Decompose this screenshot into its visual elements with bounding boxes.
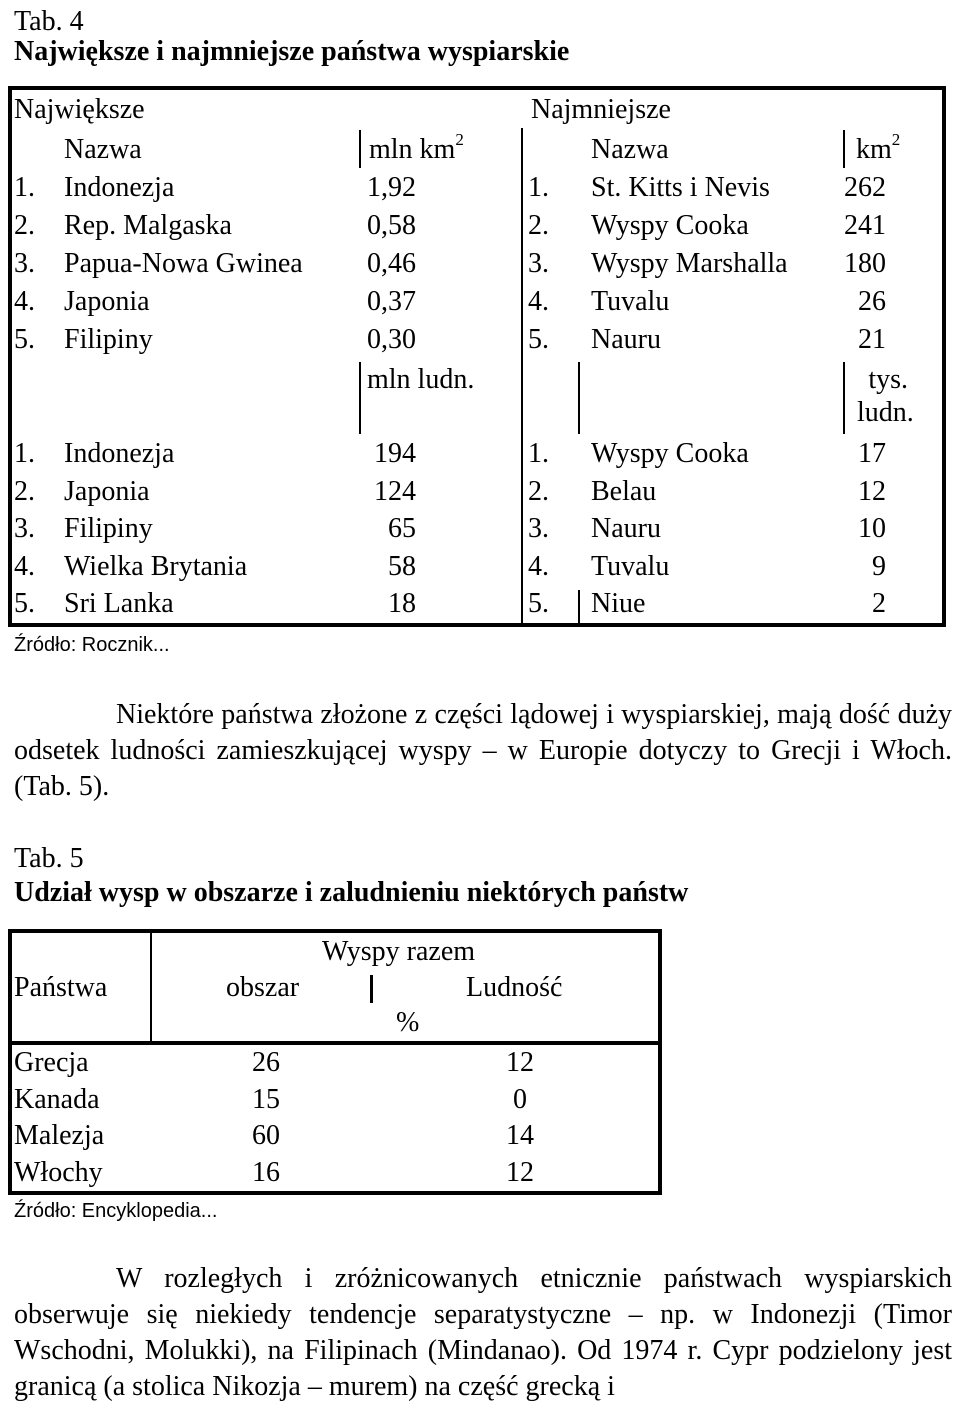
country-name: Tuvalu (591, 550, 670, 582)
paragraph-2-text: W rozległych i zróżnicowanych etnicznie państwach wyspiarskich obserwuje się niekiedy tendencje separatystyczne – np. w Indonezji (Timor Wschodni, Molukki), na Filipinach (Mindanao). Od 1974 r. Cypr podzielony jest granicą (a stolica Nikozja – murem) na część grecką i (14, 1263, 952, 1402)
row-number: 1. (528, 438, 549, 469)
area-value: 26 (252, 1047, 280, 1078)
col-name-small: Nazwa (591, 134, 669, 165)
row-number: 5. (14, 324, 35, 355)
paragraph-1-text: Niektóre państwa złożone z części lądowej i wyspiarskiej, mają dość duży odsetek ludności zamieszkującej wyspy – w Europie dotyczy to Grecji i Włoch. (Tab. 5). (14, 699, 952, 802)
col-area-large: mln $km^2$ (369, 129, 464, 165)
country-name: Wyspy Cooka (591, 210, 749, 241)
tab5-col-pop: Ludność (466, 972, 563, 1003)
value-cell: 0,46 (367, 248, 416, 279)
country-name: Włochy (14, 1156, 103, 1188)
row-number: 2. (14, 475, 35, 507)
row-number: 4. (528, 550, 549, 582)
value-cell: 194 (374, 438, 416, 469)
country-name: Wyspy Cooka (591, 438, 749, 469)
value-cell: 0,58 (367, 210, 416, 241)
tab4-border-left (8, 86, 12, 627)
value-cell: 9 (872, 550, 886, 582)
value-cell: 10 (858, 513, 886, 545)
country-name: Rep. Malgaska (64, 210, 232, 241)
pop-value: 12 (506, 1047, 534, 1078)
row-number: 1. (528, 172, 549, 203)
value-cell: 12 (858, 475, 886, 507)
value-cell: 18 (388, 588, 416, 620)
area-value: 16 (252, 1156, 280, 1188)
tab5-unit: % (396, 1007, 420, 1038)
tab4-source: Źródło: Rocznik... (14, 634, 170, 656)
country-name: Niue (591, 588, 646, 620)
country-name: Nauru (591, 324, 661, 355)
tab5-col-area: obszar (226, 972, 300, 1003)
country-name: Nauru (591, 513, 661, 545)
pop-value: 14 (506, 1120, 534, 1151)
tab4-divider-middle (521, 128, 523, 625)
pop-unit-small-1: tys. (868, 364, 908, 395)
country-name: Papua-Nowa Gwinea (64, 248, 303, 279)
pop-value: 12 (506, 1156, 534, 1188)
area-value: 60 (252, 1120, 280, 1151)
tab4-divider-right-pop-header (843, 362, 845, 434)
col-name-large: Nazwa (64, 134, 142, 165)
value-cell: 2 (872, 588, 886, 620)
value-cell: 1,92 (367, 172, 416, 203)
country-name: Indonezja (64, 438, 175, 469)
tab5-source: Źródło: Encyklopedia... (14, 1200, 218, 1222)
tab4-divider-left-header (359, 130, 361, 168)
row-number: 2. (528, 475, 549, 507)
value-cell: 21 (858, 324, 886, 355)
row-number: 3. (528, 248, 549, 279)
tab4-divider-left-pop-header (359, 362, 361, 434)
tab5-border-left (8, 929, 12, 1195)
tab4-border-top (8, 86, 946, 90)
tab4-border-bottom (8, 623, 946, 627)
country-name: Wyspy Marshalla (591, 248, 788, 279)
country-name: Indonezja (64, 172, 175, 203)
tab5-col-country: Państwa (14, 972, 108, 1003)
row-number: 3. (14, 513, 35, 545)
country-name: Kanada (14, 1083, 100, 1115)
tab4-divider-right-header (843, 130, 845, 168)
value-cell: 17 (858, 438, 886, 469)
tab4-label: Tab. 4 (14, 6, 84, 37)
tab5-header-divider (8, 1041, 662, 1045)
value-cell: 262 (844, 172, 886, 203)
col-area-small: $km^2$ (856, 129, 901, 165)
country-name: Malezja (14, 1120, 105, 1151)
tab5-country-divider (150, 931, 152, 1043)
country-name: Wielka Brytania (64, 550, 248, 582)
row-number: 5. (528, 324, 549, 355)
value-cell: 124 (374, 475, 416, 507)
pop-value: 0 (513, 1083, 527, 1115)
country-name: Sri Lanka (64, 588, 174, 620)
row-number: 2. (528, 210, 549, 241)
row-number: 1. (14, 172, 35, 203)
value-cell: 26 (858, 286, 886, 317)
country-name: St. Kitts i Nevis (591, 172, 770, 203)
country-name: Japonia (64, 475, 150, 507)
row-number: 1. (14, 438, 35, 469)
country-name: Japonia (64, 286, 150, 317)
row-number: 4. (528, 286, 549, 317)
area-value: 15 (252, 1083, 280, 1115)
value-cell: 65 (388, 513, 416, 545)
row-number: 4. (14, 550, 35, 582)
header-smallest: Najmniejsze (531, 94, 671, 125)
tab5-header-group: Wyspy razem (322, 936, 476, 967)
tab4-border-right (942, 86, 946, 627)
country-name: Grecja (14, 1047, 89, 1078)
country-name: Filipiny (64, 324, 153, 355)
paragraph-2 (14, 1261, 952, 1405)
pop-unit-small-2: ludn. (857, 397, 914, 428)
tab4-title: Największe i najmniejsze państwa wyspiarskie (14, 36, 570, 67)
row-number: 4. (14, 286, 35, 317)
row-number: 3. (528, 513, 549, 545)
country-name: Belau (591, 475, 657, 507)
country-name: Filipiny (64, 513, 153, 545)
tab4-divider-name-pop-header (578, 362, 580, 434)
tab5-area-pop-divider (370, 975, 373, 1003)
country-name: Tuvalu (591, 286, 670, 317)
tab5-title: Udział wysp w obszarze i zaludnieniu niektórych państw (14, 877, 689, 908)
value-cell: 241 (844, 210, 886, 241)
row-number: 5. (14, 588, 35, 620)
tab4-divider-name-last (578, 590, 580, 625)
tab5-label: Tab. 5 (14, 843, 84, 874)
value-cell: 0,37 (367, 286, 416, 317)
pop-unit-large: mln ludn. (367, 364, 475, 395)
value-cell: 180 (844, 248, 886, 279)
value-cell: 58 (388, 550, 416, 582)
row-number: 2. (14, 210, 35, 241)
value-cell: 0,30 (367, 324, 416, 355)
header-largest: Największe (14, 94, 145, 125)
row-number: 3. (14, 248, 35, 279)
row-number: 5. (528, 588, 549, 620)
tab5-border-right (658, 929, 662, 1195)
tab5-border-bottom (8, 1191, 662, 1195)
tab5-border-top (8, 929, 662, 933)
paragraph-1 (14, 697, 952, 805)
